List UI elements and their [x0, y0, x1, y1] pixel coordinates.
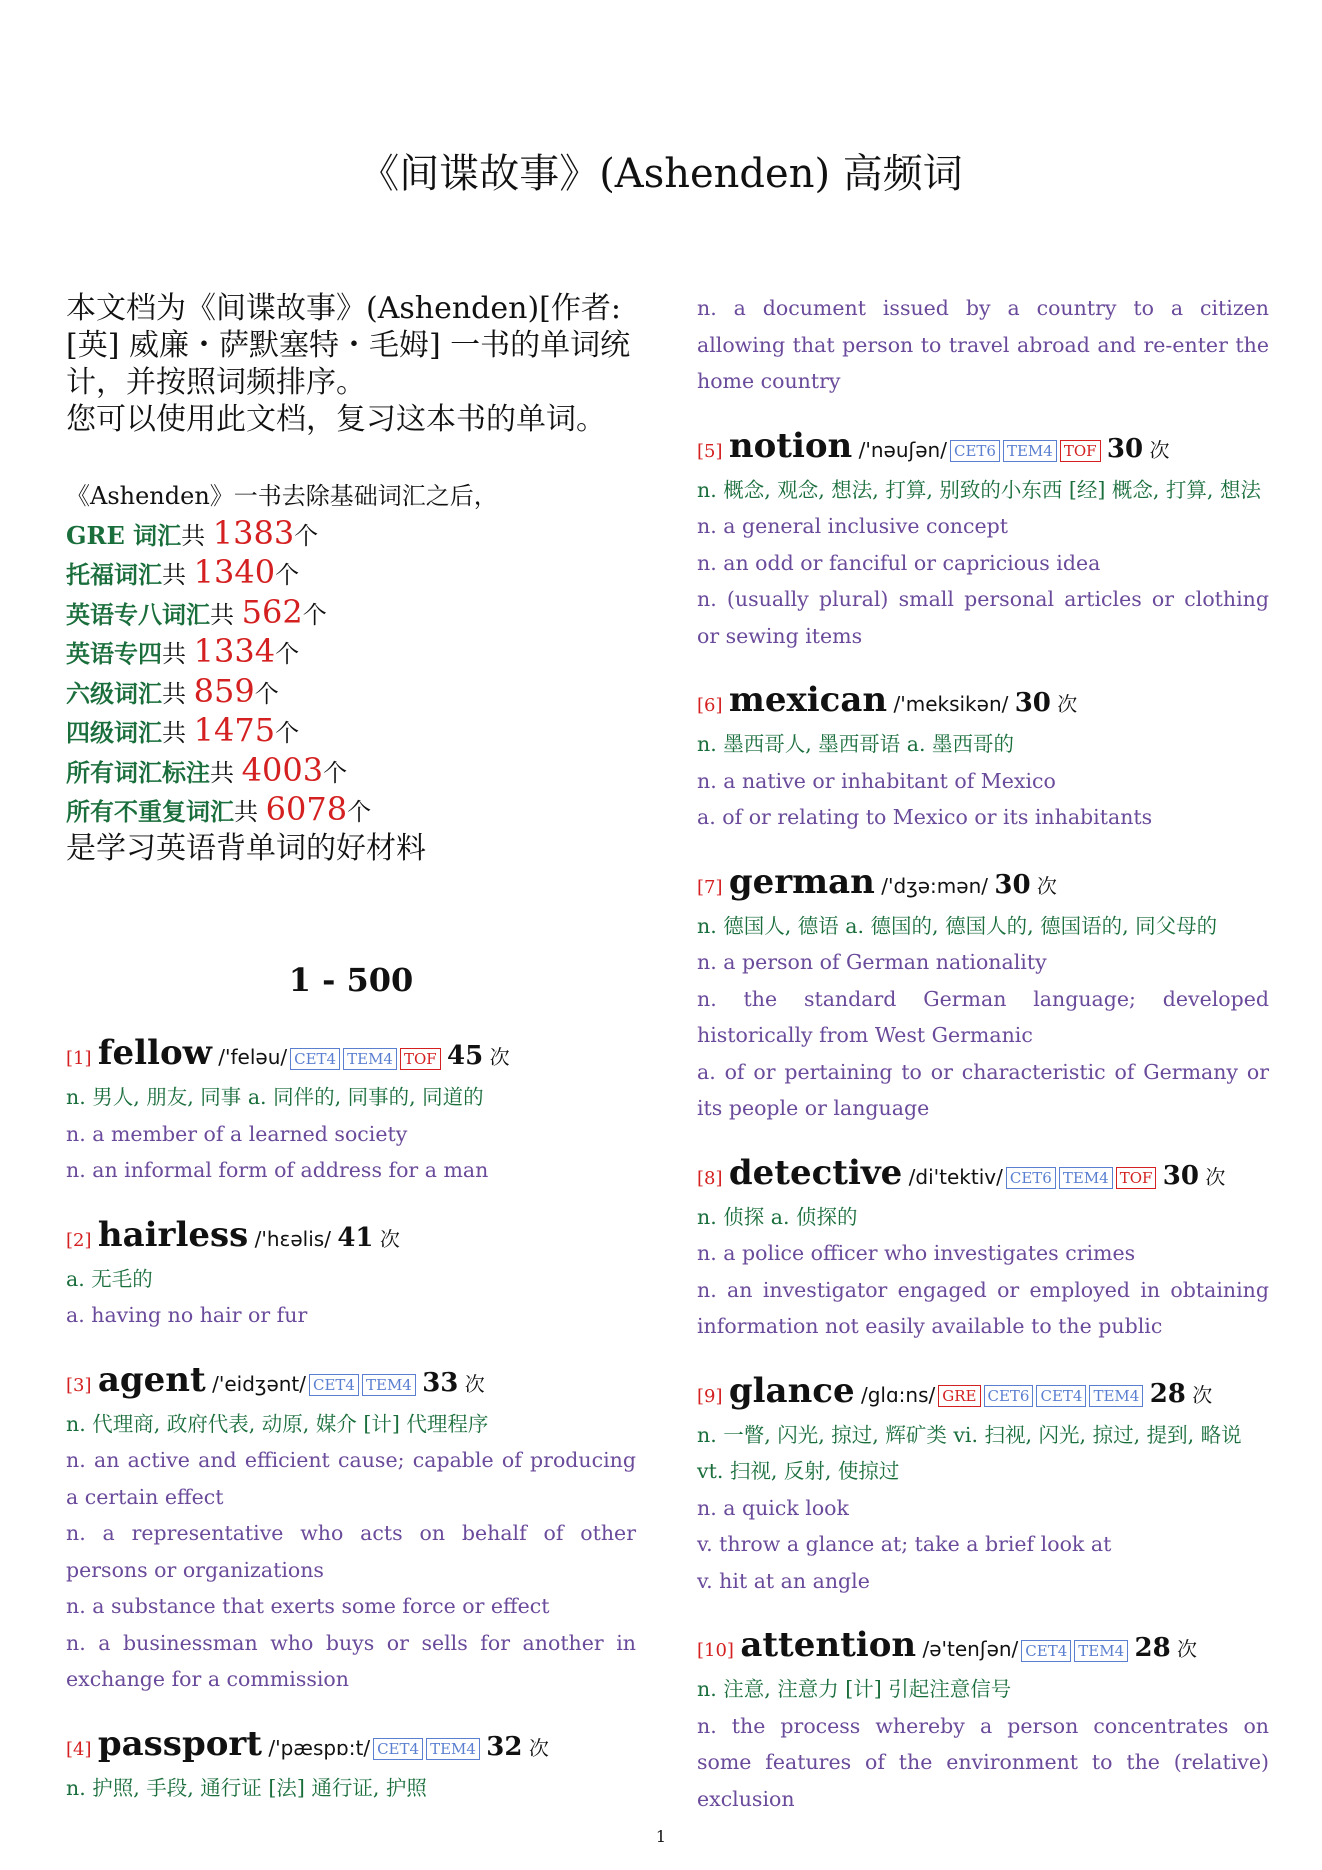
chinese-definition: n. 一瞥, 闪光, 掠过, 辉矿类 vi. 扫视, 闪光, 掠过, 提到, 略说 vt. 扫视, 反射, 使掠过 [697, 1422, 1242, 1483]
stats-line [66, 673, 636, 713]
stats-pre: 共 [162, 679, 194, 708]
word-entry [697, 862, 1269, 1127]
entry-word: detective [728, 1152, 903, 1193]
level-tag: TEM4 [343, 1048, 397, 1070]
english-definition: a. having no hair or fur [66, 1303, 308, 1327]
entry-header [697, 426, 1269, 472]
entry-word: attention [740, 1625, 917, 1665]
chinese-definition: n. 德国人, 德语 a. 德国的, 德国人的, 德国语的, 同父母的 [697, 913, 1218, 938]
entry-header [66, 1360, 636, 1406]
entry-phonetic: /glɑ:ns/ [861, 1382, 936, 1407]
entry-count: 30 [1106, 433, 1144, 464]
english-definition: n. a person of German nationality [697, 950, 1047, 974]
chinese-definition: n. 男人, 朋友, 同事 a. 同伴的, 同事的, 同道的 [66, 1085, 484, 1109]
stats-number: 4003 [241, 750, 324, 789]
stats-number: 6078 [265, 790, 348, 828]
stats-label: 四级词汇 [66, 718, 162, 747]
entry-header [697, 1625, 1269, 1671]
stats-line [66, 594, 636, 634]
english-definition: v. throw a glance at; take a brief look at [697, 1532, 1112, 1556]
entry-word: notion [728, 425, 853, 466]
entry-phonetic: /'pæspɒ:t/ [268, 1735, 371, 1760]
entry-phonetic: /'eidʒənt/ [212, 1371, 306, 1396]
stats-post: 个 [275, 640, 300, 668]
count-suffix: 次 [379, 1226, 400, 1251]
count-suffix: 次 [1036, 873, 1057, 898]
entry-word: hairless [97, 1214, 249, 1255]
count-suffix: 次 [464, 1371, 485, 1396]
word-entry [66, 1033, 636, 1189]
level-tag: CET6 [984, 1385, 1034, 1407]
entry-header [66, 1033, 636, 1079]
chinese-definition: n. 侦探 a. 侦探的 [697, 1204, 858, 1229]
level-tag: TEM4 [1059, 1167, 1113, 1189]
word-entry [697, 426, 1269, 655]
stats-post: 个 [275, 561, 300, 589]
english-definition: n. a representative who acts on behalf of other persons or organizations [66, 1521, 636, 1582]
entry-header [697, 1153, 1269, 1199]
english-definition: n. the process whereby a person concentrates on some features of the environment to the (relative) exclusion [697, 1713, 1269, 1811]
stats [66, 478, 636, 867]
stats-line [66, 791, 636, 831]
stats-label: 所有词汇标注 [66, 757, 210, 787]
english-definition: n. a quick look [697, 1495, 849, 1520]
left-column [66, 290, 636, 1832]
entry-phonetic: /'nəuʃən/ [858, 437, 947, 462]
count-suffix: 次 [1192, 1382, 1213, 1407]
english-definition: n. a native or inhabitant of Mexico [697, 768, 1056, 793]
english-definition: n. a police officer who investigates crimes [697, 1241, 1136, 1265]
entry-header [697, 680, 1269, 726]
page-number: 1 [655, 1827, 667, 1846]
continuation-definition: n. a document issued by a country to a citizen allowing that person to travel abroad and re-enter the home country [697, 296, 1269, 393]
chinese-definition: n. 概念, 观念, 想法, 打算, 别致的小东西 [经] 概念, 打算, 想法 [697, 477, 1261, 502]
stats-number: 1334 [193, 632, 276, 670]
entry-word: glance [728, 1370, 855, 1411]
entry-phonetic: /ə'tenʃən/ [922, 1637, 1019, 1661]
level-tag: TOF [400, 1048, 441, 1070]
entry-word: german [728, 861, 875, 902]
entry-header [697, 1371, 1269, 1417]
count-suffix: 次 [1177, 1637, 1198, 1661]
english-definition: n. an odd or fanciful or capricious idea [697, 550, 1101, 575]
stats-label: GRE 词汇 [66, 520, 182, 550]
level-tag: CET4 [309, 1374, 359, 1396]
english-definition: n. a member of a learned society [66, 1121, 408, 1146]
stats-line [66, 633, 636, 673]
entry-header [66, 1724, 636, 1770]
word-entry [66, 1724, 636, 1807]
stats-number: 859 [193, 671, 255, 710]
chinese-definition: n. 注意, 注意力 [计] 引起注意信号 [697, 1677, 1012, 1701]
entry-word: fellow [97, 1033, 212, 1073]
stats-label: 英语专八词汇 [66, 599, 210, 629]
entries-left [66, 1033, 636, 1806]
count-suffix: 次 [528, 1735, 549, 1760]
stats-post: 个 [254, 679, 279, 708]
range-heading: 1 - 500 [288, 961, 414, 999]
entry-count: 28 [1134, 1633, 1171, 1663]
english-definition: n. an informal form of address for a man [66, 1158, 489, 1182]
word-entry [66, 1215, 636, 1334]
english-definition: n. the standard German language; developed historically from West Germanic [697, 986, 1269, 1047]
stats-line [66, 515, 636, 555]
level-tag: TEM4 [1003, 440, 1057, 462]
stats-pre: 共 [181, 521, 213, 550]
english-definition: a. of or relating to Mexico or its inhabitants [697, 805, 1153, 829]
stats-lead: 《Ashenden》一书去除基础词汇之后， [66, 482, 498, 510]
word-entry [697, 1153, 1269, 1345]
level-tag: CET6 [950, 440, 1000, 462]
stats-label: 所有不重复词汇 [66, 797, 234, 826]
english-definition: n. an investigator engaged or employed in obtaining information not easily available to the public [697, 1277, 1269, 1338]
entry-index: [6] [697, 695, 723, 716]
entry-header [697, 862, 1269, 908]
stats-pre: 共 [210, 600, 242, 629]
stats-label: 六级词汇 [66, 678, 162, 708]
entry-count: 33 [422, 1367, 459, 1398]
english-definition: n. an active and efficient cause; capable of producing a certain effect [66, 1448, 636, 1509]
entry-count: 45 [447, 1041, 484, 1071]
count-suffix: 次 [1205, 1164, 1226, 1189]
level-tag: CET4 [373, 1738, 423, 1760]
english-definition: n. (usually plural) small personal articles or clothing or sewing items [697, 587, 1269, 648]
entry-word: agent [97, 1359, 206, 1400]
stats-line [66, 752, 636, 792]
level-tag: TOF [1060, 440, 1101, 462]
stats-list [66, 515, 636, 831]
stats-line [66, 712, 636, 752]
level-tag: TEM4 [426, 1738, 480, 1760]
english-definition: n. a general inclusive concept [697, 514, 1008, 538]
stats-pre: 共 [162, 640, 194, 668]
entry-count: 28 [1149, 1378, 1186, 1409]
entry-count: 30 [1014, 688, 1051, 718]
entries-right [697, 426, 1269, 1818]
english-definition: v. hit at an angle [697, 1568, 870, 1593]
entry-phonetic: /'hɛəlis/ [254, 1226, 331, 1251]
english-definition: n. a businessman who buys or sells for another in exchange for a commission [66, 1630, 636, 1691]
stats-post: 个 [275, 719, 300, 747]
entry-phonetic: /'feləu/ [218, 1045, 288, 1069]
level-tag: TEM4 [1089, 1385, 1143, 1407]
entry-index: [2] [66, 1229, 92, 1251]
count-suffix: 次 [1057, 692, 1078, 716]
level-tag: CET6 [1006, 1167, 1056, 1189]
word-entry [66, 1360, 636, 1698]
stats-post: 个 [347, 798, 372, 826]
stats-pre: 共 [162, 561, 194, 589]
stats-number: 1340 [193, 553, 276, 591]
chinese-definition: a. 无毛的 [66, 1266, 153, 1291]
entry-index: [9] [697, 1385, 723, 1407]
level-tag: CET4 [1021, 1640, 1071, 1662]
level-tag: TOF [1116, 1167, 1157, 1189]
stats-label: 英语专四 [66, 639, 162, 668]
stats-post: 个 [302, 600, 327, 629]
stats-number: 562 [241, 592, 303, 631]
stats-post: 个 [323, 758, 348, 787]
stats-post: 个 [294, 521, 319, 550]
entry-index: [7] [697, 876, 723, 898]
english-definition: n. a substance that exerts some force or effect [66, 1594, 550, 1618]
stats-label: 托福词汇 [66, 560, 162, 589]
level-tag: GRE [938, 1385, 980, 1407]
intro-line-2: 您可以使用此文档，复习这本书的单词。 [66, 402, 606, 437]
entry-index: [1] [66, 1048, 92, 1069]
page-title: 《间谍故事》(Ashenden) 高频词 [359, 151, 963, 197]
word-entry [697, 1625, 1269, 1817]
chinese-definition: n. 墨西哥人, 墨西哥语 a. 墨西哥的 [697, 732, 1015, 756]
stats-closing: 是学习英语背单词的好材料 [66, 830, 426, 866]
right-column [697, 290, 1269, 1843]
word-entry [697, 680, 1269, 836]
chinese-definition: n. 代理商, 政府代表, 动原, 媒介 [计] 代理程序 [66, 1411, 489, 1436]
entry-index: [8] [697, 1167, 723, 1189]
level-tag: CET4 [1036, 1385, 1086, 1407]
entry-phonetic: /'meksikən/ [893, 692, 1009, 716]
entry-index: [3] [66, 1374, 92, 1396]
entry-word: passport [97, 1723, 263, 1764]
count-suffix: 次 [1149, 437, 1170, 462]
entry-count: 30 [994, 869, 1031, 900]
count-suffix: 次 [489, 1045, 510, 1069]
stats-pre: 共 [210, 758, 242, 787]
stats-number: 1475 [193, 711, 276, 749]
entry-index: [5] [697, 440, 723, 462]
entry-count: 32 [486, 1731, 523, 1762]
level-tag: TEM4 [1074, 1640, 1128, 1662]
entry-word: mexican [728, 680, 888, 720]
entry-phonetic: /di'tektiv/ [908, 1164, 1003, 1189]
chinese-definition: n. 护照, 手段, 通行证 [法] 通行证, 护照 [66, 1775, 427, 1800]
entry-header [66, 1215, 636, 1261]
english-definition: a. of or pertaining to or characteristic of Germany or its people or language [697, 1059, 1269, 1120]
intro [66, 290, 636, 438]
stats-number: 1383 [212, 513, 295, 552]
stats-pre: 共 [162, 719, 194, 747]
stats-pre: 共 [234, 798, 266, 826]
level-tag: TEM4 [362, 1374, 416, 1396]
level-tag: CET4 [290, 1048, 340, 1070]
entry-count: 41 [337, 1222, 374, 1253]
entry-count: 30 [1162, 1160, 1199, 1191]
intro-line-1: 本文档为《间谍故事》(Ashenden)[作者: [英] 威廉・萨默塞特・毛姆] 一书的单词统计，并按照词频排序。 [66, 291, 631, 400]
entry-phonetic: /'dʒə:mən/ [881, 873, 988, 898]
entry-index: [4] [66, 1738, 92, 1760]
entry-index: [10] [697, 1640, 734, 1661]
entry-continuation [697, 290, 1269, 400]
stats-line [66, 554, 636, 594]
word-entry [697, 1371, 1269, 1600]
